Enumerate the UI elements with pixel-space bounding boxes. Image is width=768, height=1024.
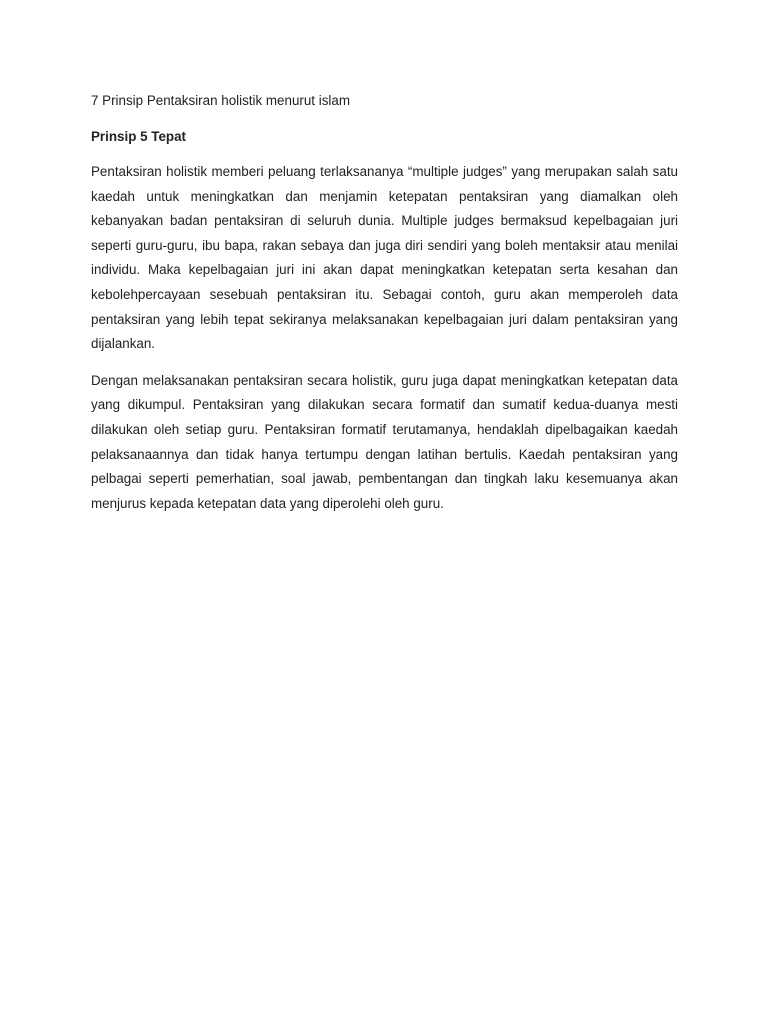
paragraph-2: Dengan melaksanakan pentaksiran secara holistik, guru juga dapat meningkatkan ketepatan data yang dikumpul. Pentaksiran yang dilakukan secara formatif dan sumatif kedua-duanya mesti dilakukan oleh setiap guru. Pentaksiran formatif terutamanya, hendaklah dipelbagaikan kaedah pelaksanaannya dan tidak hanya tertumpu dengan latihan bertulis. Kaedah pentaksiran yang pelbagai seperti pemerhatian, soal jawab, pembentangan dan tingkah laku kesemuanya akan menjurus kepada ketepatan data yang diperolehi oleh guru.: [91, 372, 678, 511]
paragraph-1: Pentaksiran holistik memberi peluang terlaksananya “multiple judges” yang merupakan salah satu kaedah untuk meningkatkan dan menjamin ketepatan pentaksiran yang diamalkan oleh kebanyakan badan pentaksiran di seluruh dunia. Multiple judges bermaksud kepelbagaian juri seperti guru-guru, ibu bapa, rakan sebaya dan juga diri sendiri yang boleh mentaksir atau menilai individu. Maka kepelbagaian juri ini akan dapat meningkatkan ketepatan serta kesahan dan kebolehpercayaan sesebuah pentaksiran itu. Sebagai contoh, guru akan memperoleh data pentaksiran yang lebih tepat sekiranya melaksanakan kepelbagaian juri dalam pentaksiran yang dijalankan.: [91, 164, 678, 352]
section-heading: Prinsip 5 Tepat: [91, 129, 186, 144]
document-content: [91, 90, 678, 516]
document-title: 7 Prinsip Pentaksiran holistik menurut islam: [91, 93, 350, 108]
